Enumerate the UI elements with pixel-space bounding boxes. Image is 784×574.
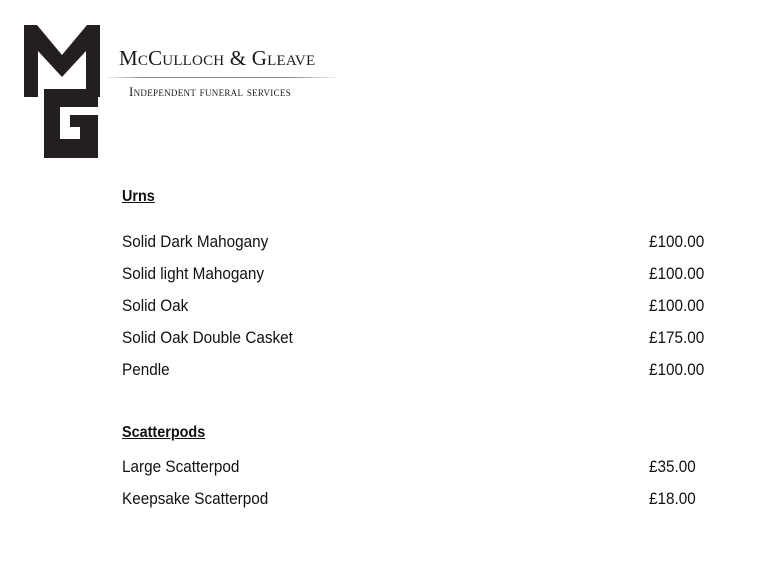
brand-divider — [108, 77, 336, 78]
item-price: £100.00 — [649, 296, 705, 315]
item-name: Solid Oak — [122, 296, 189, 315]
item-name: Solid Oak Double Casket — [122, 328, 293, 347]
item-name: Pendle — [122, 360, 170, 379]
logo-letter-g — [44, 89, 98, 158]
logo-letter-m — [24, 25, 100, 97]
item-price: £100.00 — [649, 232, 705, 251]
brand-name: McCulloch & Gleave — [119, 46, 316, 70]
list-item — [122, 455, 712, 479]
brand-tagline: Independent funeral services — [129, 84, 292, 99]
section-heading-urns: Urns — [122, 188, 155, 205]
item-name: Solid Dark Mahogany — [122, 232, 269, 251]
section-heading-scatterpods: Scatterpods — [122, 424, 206, 441]
item-name: Keepsake Scatterpod — [122, 489, 269, 508]
item-price: £100.00 — [649, 360, 705, 379]
list-item — [122, 326, 712, 350]
item-price: £100.00 — [649, 264, 705, 283]
item-price: £35.00 — [649, 457, 696, 476]
item-name: Solid light Mahogany — [122, 264, 265, 283]
list-item — [122, 262, 712, 286]
list-item — [122, 294, 712, 318]
list-item — [122, 487, 712, 511]
list-item — [122, 230, 712, 254]
item-price: £175.00 — [649, 328, 705, 347]
item-name: Large Scatterpod — [122, 457, 240, 476]
item-price: £18.00 — [649, 489, 696, 508]
logo-monogram — [24, 25, 100, 158]
list-item — [122, 358, 712, 382]
